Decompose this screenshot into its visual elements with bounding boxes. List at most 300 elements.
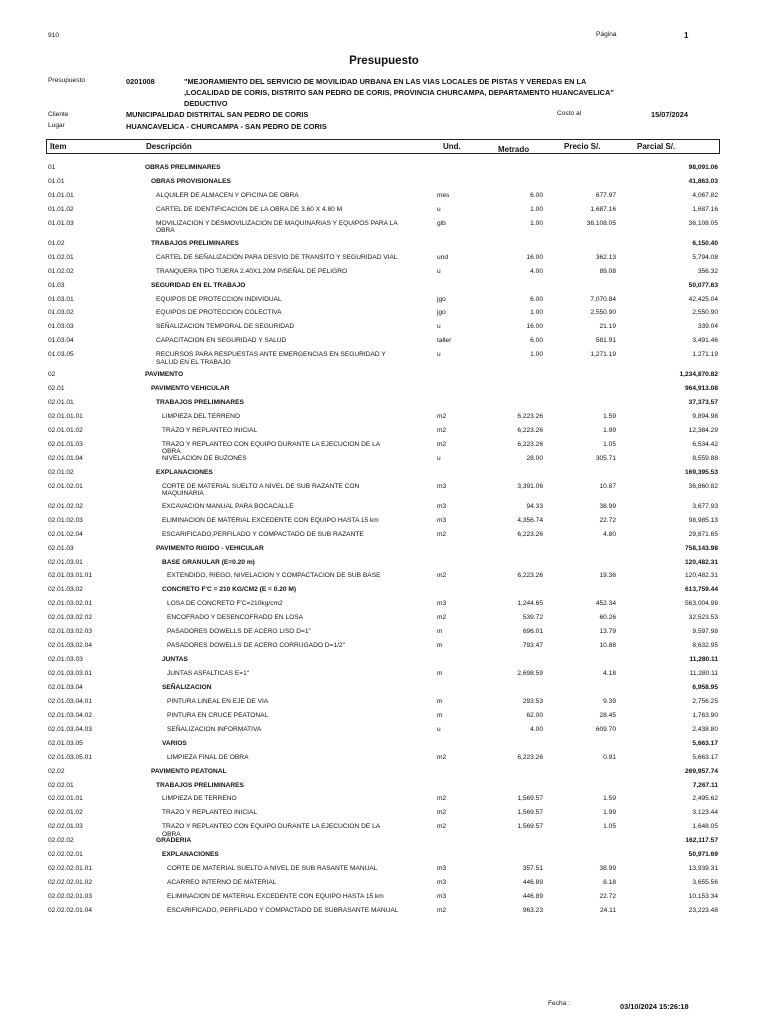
item-parcial: 4,067.82: [692, 191, 718, 199]
item-unit: jgo: [437, 295, 446, 303]
item-unit: glb: [437, 219, 446, 227]
project-name-line-3: DEDUCTIVO: [184, 99, 228, 108]
item-precio: 10.88: [599, 642, 616, 650]
item-code: 02.01.02.04: [48, 530, 83, 538]
item-unit: m2: [437, 795, 447, 803]
item-metrado: 62.00: [526, 711, 543, 719]
item-precio: 4.18: [603, 670, 616, 677]
item-code: 02.02.02.01.04: [48, 906, 92, 914]
item-description: TRABAJOS PRELIMINARES: [151, 239, 239, 247]
item-metrado: 3,391.06: [517, 482, 543, 490]
fecha-label: Fecha :: [548, 1000, 570, 1007]
item-unit: m2: [437, 809, 447, 817]
table-row: [0, 530, 768, 544]
item-code: 02.01.03.04: [48, 683, 83, 691]
costo-label: Costo al: [557, 110, 582, 117]
table-row: [0, 426, 768, 440]
report-code: 910: [48, 32, 60, 39]
item-parcial: 98,091.06: [688, 164, 718, 171]
item-code: 02.01.02: [48, 468, 74, 476]
section-row: [0, 177, 768, 191]
lugar-label: Lugar: [48, 122, 65, 129]
table-row: [0, 794, 768, 808]
table-row: [0, 892, 768, 906]
table-row: [0, 308, 768, 322]
item-metrado: 4.00: [530, 725, 543, 733]
item-code: 02.01.03.03.01: [48, 670, 92, 677]
item-precio: 1.05: [603, 823, 616, 831]
item-description: TRAZO Y REPLANTEO CON EQUIPO DURANTE LA EJECUCION DE LA OBRA: [162, 823, 380, 838]
item-description: OBRAS PRELIMINARES: [145, 164, 221, 171]
item-description: OBRAS PROVISIONALES: [151, 177, 231, 185]
section-row: [0, 781, 768, 795]
item-metrado: 446.89: [522, 893, 543, 900]
item-description: CORTE DE MATERIAL SUELTO A NIVEL DE SUB RAZANTE CON MAQUINARIA: [162, 482, 360, 498]
item-unit: m: [437, 711, 443, 719]
item-code: 02.01.01: [48, 399, 74, 407]
item-code: 02.01.01.01: [48, 413, 83, 421]
item-parcial: 3,491.46: [692, 337, 718, 345]
item-parcial: 9,597.98: [692, 628, 718, 636]
table-row: [0, 350, 768, 370]
item-precio: 1.59: [603, 413, 616, 421]
item-parcial: 37,373.57: [688, 399, 718, 407]
item-precio: 1.99: [603, 427, 616, 434]
item-unit: m2: [437, 413, 447, 421]
item-metrado: 793.47: [522, 642, 543, 650]
item-precio: 0.91: [603, 753, 616, 761]
table-row: [0, 669, 768, 683]
item-parcial: 50,971.69: [688, 851, 718, 859]
item-code: 02.02.01.03: [48, 823, 83, 831]
item-description: ENCOFRADO Y DESENCOFRADO EN LOSA: [167, 614, 304, 622]
item-parcial: 3,655.56: [692, 879, 718, 887]
item-parcial: 269,957.74: [684, 767, 718, 775]
item-code: 01.03.02: [48, 309, 74, 317]
item-code: 02.02.02.01.01: [48, 865, 92, 873]
item-parcial: 6,150.40: [692, 239, 718, 247]
costo-date: 15/07/2024: [651, 110, 688, 119]
item-code: 01: [48, 164, 56, 171]
item-description: ELIMINACION DE MATERIAL EXCEDENTE CON EQUIPO HASTA 15 km: [162, 516, 379, 524]
table-row: [0, 613, 768, 627]
item-code: 02.01.02.01: [48, 482, 83, 490]
item-unit: jgo: [437, 309, 446, 317]
item-code: 02.01.03.04.02: [48, 711, 92, 719]
item-precio: 9.39: [603, 697, 616, 705]
item-precio: 21.19: [599, 323, 616, 331]
item-description: ESCARIFICADO,PERFILADO Y COMPACTADO DE SUB RAZANTE: [162, 530, 364, 538]
item-code: 02.01.03.05.01: [48, 753, 92, 761]
table-row: [0, 482, 768, 502]
section-row: [0, 398, 768, 412]
item-code: 02.02.02.01.03: [48, 893, 92, 900]
presupuesto-label: Presupuesto: [48, 77, 86, 84]
item-parcial: 50,077.63: [688, 281, 718, 289]
item-metrado: 446.89: [522, 879, 543, 887]
item-parcial: 613,759.44: [684, 586, 718, 594]
item-unit: m3: [437, 502, 447, 510]
col-metrado: Metrado: [498, 145, 530, 154]
item-description: GRADERIA: [156, 837, 192, 845]
item-code: 01.01: [48, 177, 65, 185]
item-description: PINTURA EN CRUCE PEATONAL: [167, 711, 269, 719]
col-precio: Precio S/.: [564, 142, 601, 151]
item-parcial: 5,794.08: [692, 253, 718, 261]
section-row: [0, 558, 768, 572]
item-unit: taller: [437, 337, 452, 345]
item-code: 02.01.02.02: [48, 502, 83, 510]
item-code: 02.01.03.02.04: [48, 642, 92, 650]
item-metrado: 696.01: [522, 628, 543, 636]
section-row: [0, 683, 768, 697]
item-precio: 7,070.84: [590, 295, 616, 303]
item-parcial: 29,871.65: [688, 530, 718, 538]
item-parcial: 12,384.29: [688, 427, 718, 434]
item-unit: m2: [437, 572, 447, 580]
item-description: ELIMINACION DE MATERIAL EXCEDENTE CON EQUIPO HASTA 15 km: [167, 893, 384, 900]
item-description: BASE GRANULAR (E=0.20 m): [162, 558, 255, 566]
item-parcial: 563,004.98: [684, 600, 718, 608]
item-description: PAVIMENTO RIGIDO - VEHICULAR: [156, 544, 264, 552]
item-description: LOSA DE CONCRETO F'C=210kg/cm2: [167, 600, 283, 608]
section-row: [0, 739, 768, 753]
item-description: LIMPIEZA DEL TERRENO: [162, 413, 241, 421]
item-description: JUNTAS: [162, 656, 188, 664]
item-precio: 1.05: [603, 440, 616, 448]
item-parcial: 169,395.53: [684, 468, 718, 476]
item-code: 01.01.03: [48, 219, 74, 227]
item-precio: 36,108.05: [586, 219, 616, 227]
item-precio: 1.99: [603, 809, 616, 817]
item-parcial: 10,153.34: [688, 893, 718, 900]
section-row: [0, 850, 768, 864]
item-parcial: 8,632.95: [692, 642, 718, 650]
item-code: 02.02.01: [48, 781, 74, 789]
item-code: 02.01.01.03: [48, 440, 83, 448]
item-metrado: 1,569.57: [517, 809, 543, 817]
item-unit: m2: [437, 906, 447, 914]
item-parcial: 32,523.53: [688, 614, 718, 622]
item-parcial: 1,648.05: [692, 823, 718, 831]
item-precio: 10.87: [599, 482, 616, 490]
item-precio: 89.08: [599, 267, 616, 275]
table-row: [0, 219, 768, 239]
item-parcial: 1,234,870.82: [679, 371, 718, 379]
item-code: 01.02: [48, 239, 65, 247]
col-parcial: Parcial S/.: [637, 142, 676, 151]
item-code: 02.01.03.01.01: [48, 572, 92, 580]
item-metrado: 28.00: [526, 454, 543, 462]
item-parcial: 7,267.11: [692, 781, 718, 789]
item-unit: m2: [437, 614, 447, 622]
item-description: SEGURIDAD EN EL TRABAJO: [151, 281, 246, 289]
item-unit: u: [437, 454, 441, 462]
page-number: 1: [684, 31, 689, 40]
item-description: VARIOS: [162, 739, 187, 747]
table-row: [0, 191, 768, 205]
item-precio: 38.99: [599, 502, 616, 510]
item-parcial: 8,559.88: [692, 454, 718, 462]
item-description: ESCARIFICADO, PERFILADO Y COMPACTADO DE SUBRASANTE MANUAL: [167, 906, 399, 914]
item-parcial: 36,108.05: [688, 219, 718, 227]
item-metrado: 6.00: [530, 295, 543, 303]
table-row: [0, 267, 768, 281]
item-code: 02.01.03.01: [48, 558, 83, 566]
col-descripcion: Descripción: [146, 142, 192, 151]
table-row: [0, 864, 768, 878]
item-parcial: 758,143.98: [684, 544, 718, 552]
item-metrado: 4,356.74: [517, 516, 543, 524]
item-precio: 60.26: [599, 614, 616, 622]
item-unit: m2: [437, 530, 447, 538]
item-precio: 1.59: [603, 795, 616, 803]
item-description: NIVELACION DE BUZONES: [162, 454, 247, 462]
section-row: [0, 468, 768, 482]
table-row: [0, 336, 768, 350]
item-code: 02.01.02.03: [48, 516, 83, 524]
section-row: [0, 767, 768, 781]
item-metrado: 539.72: [522, 614, 543, 622]
item-precio: 581.91: [595, 337, 616, 345]
item-parcial: 3,677.93: [692, 502, 718, 510]
item-code: 01.03.03: [48, 323, 74, 331]
section-row: [0, 370, 768, 384]
item-unit: m3: [437, 482, 447, 490]
page-label: Página: [596, 31, 617, 38]
item-metrado: 6,223.26: [517, 753, 543, 761]
table-row: [0, 253, 768, 267]
item-unit: m: [437, 670, 443, 677]
item-description: LIMPIEZA DE TERRENO: [162, 795, 237, 803]
item-unit: m3: [437, 600, 447, 608]
item-precio: 38.99: [599, 865, 616, 873]
section-row: [0, 836, 768, 850]
item-unit: u: [437, 205, 441, 213]
item-code: 01.03: [48, 281, 65, 289]
item-description: SEÑALIZACION INFORMATIVA: [167, 725, 262, 733]
item-description: CAPACITACION EN SEGURIDAD Y SALUD: [156, 337, 287, 345]
item-metrado: 6,223.26: [517, 530, 543, 538]
item-unit: und: [437, 253, 449, 261]
item-description: TRANQUERA TIPO TIJERA 2.40X1.20M P/SEÑAL DE PELIGRO: [156, 267, 348, 275]
item-description: PAVIMENTO VEHICULAR: [151, 385, 230, 393]
item-description: TRABAJOS PRELIMINARES: [156, 399, 244, 407]
section-row: [0, 384, 768, 398]
item-code: 02.01.03.03: [48, 656, 83, 664]
item-metrado: 357.51: [522, 865, 543, 873]
item-unit: m2: [437, 753, 447, 761]
item-precio: 19.36: [599, 572, 616, 580]
item-description: TRAZO Y REPLANTEO INICIAL: [162, 427, 258, 434]
item-parcial: 2,550.90: [692, 309, 718, 317]
item-description: PINTURA LINEAL EN EJE DE VIA: [167, 697, 269, 705]
item-unit: m: [437, 628, 443, 636]
item-code: 02.02.01.01: [48, 795, 83, 803]
item-parcial: 339.04: [697, 323, 718, 331]
table-row: [0, 808, 768, 822]
item-parcial: 98,985.13: [688, 516, 718, 524]
item-unit: u: [437, 323, 441, 331]
item-description: SEÑALIZACION: [162, 683, 212, 691]
item-metrado: 293.53: [522, 697, 543, 705]
item-parcial: 41,863.03: [688, 177, 718, 185]
item-unit: u: [437, 351, 441, 359]
item-precio: 28.45: [599, 711, 616, 719]
item-code: 02.01.03.04.03: [48, 725, 92, 733]
table-row: [0, 725, 768, 739]
item-unit: m2: [437, 823, 447, 831]
item-description: CARTEL DE SEÑALIZACION PARA DESVIO DE TRANSITO Y SEGURIDAD VIAL: [156, 253, 398, 261]
item-code: 02.01.03.02.03: [48, 628, 92, 636]
item-code: 02.01.03.02: [48, 586, 83, 594]
item-metrado: 1.00: [530, 205, 543, 213]
item-parcial: 2,756.25: [692, 697, 718, 705]
project-name-line-2: ,LOCALIDAD DE CORIS, DISTRITO SAN PEDRO DE CORIS, PROVINCIA CHURCAMPA, DEPARTAMENTO HUANCAVELICA": [184, 88, 614, 97]
table-row: [0, 906, 768, 920]
item-metrado: 963.23: [522, 906, 543, 914]
item-precio: 24.11: [599, 906, 616, 914]
item-parcial: 5,663.17: [692, 753, 718, 761]
item-precio: 1,271.19: [590, 351, 616, 359]
section-row: [0, 544, 768, 558]
item-code: 01.03.01: [48, 295, 74, 303]
item-description: EXTENDIDO, RIEGO, NIVELACION Y COMPACTACION DE SUB BASE: [167, 572, 381, 580]
item-description: EXPLANACIONES: [162, 851, 219, 859]
cliente-value: MUNICIPALIDAD DISTRITAL SAN PEDRO DE CORIS: [126, 110, 309, 119]
item-parcial: 5,663.17: [692, 739, 718, 747]
item-code: 02.02.02.01.02: [48, 879, 92, 887]
item-precio: 362.13: [595, 253, 616, 261]
item-metrado: 1.00: [530, 219, 543, 227]
item-code: 02: [48, 371, 56, 379]
item-parcial: 6,534.42: [692, 440, 718, 448]
item-description: PASADORES DOWELLS DE ACERO CORRUGADO D=1/2": [167, 642, 345, 650]
item-metrado: 6.00: [530, 337, 543, 345]
item-code: 02.01.03.05: [48, 739, 83, 747]
item-precio: 1,687.16: [590, 205, 616, 213]
item-code: 02.01: [48, 385, 65, 393]
item-unit: mes: [437, 191, 450, 199]
item-unit: m2: [437, 440, 447, 448]
item-description: EXPLANACIONES: [156, 468, 213, 476]
item-precio: 8.18: [603, 879, 616, 887]
item-parcial: 13,939.31: [688, 865, 718, 873]
table-row: [0, 641, 768, 655]
item-description: LIMPIEZA FINAL DE OBRA: [167, 753, 249, 761]
table-row: [0, 697, 768, 711]
section-row: [0, 163, 768, 177]
item-description: PAVIMENTO PEATONAL: [151, 767, 227, 775]
table-row: [0, 753, 768, 767]
item-code: 02.01.03.04.01: [48, 697, 92, 705]
item-parcial: 11,280.11: [689, 670, 718, 677]
table-row: [0, 440, 768, 454]
item-code: 01.01.01: [48, 191, 74, 199]
lugar-value: HUANCAVELICA - CHURCAMPA - SAN PEDRO DE CORIS: [126, 122, 327, 131]
item-description: TRAZO Y REPLANTEO INICIAL: [162, 809, 258, 817]
item-parcial: 120,482.31: [684, 572, 718, 580]
item-parcial: 36,860.82: [688, 482, 718, 490]
item-parcial: 23,223.48: [688, 906, 718, 914]
section-row: [0, 239, 768, 253]
item-code: 02.02.02.01: [48, 851, 83, 859]
item-precio: 2,550.90: [590, 309, 616, 317]
item-parcial: 2,495.62: [692, 795, 718, 803]
item-metrado: 6.00: [530, 191, 543, 199]
item-description: EXCAVACION MANUAL PARA BOCACALLE: [162, 502, 294, 510]
item-description: SEÑALIZACION TEMPORAL DE SEGURIDAD: [156, 323, 295, 331]
table-header: [46, 139, 720, 154]
table-row: [0, 322, 768, 336]
item-unit: m3: [437, 865, 447, 873]
item-unit: m3: [437, 893, 447, 900]
table-row: [0, 711, 768, 725]
item-code: 01.02.01: [48, 253, 74, 261]
item-parcial: 11,280.11: [689, 656, 718, 664]
item-description: TRABAJOS PRELIMINARES: [156, 781, 244, 789]
item-metrado: 6,223.26: [517, 427, 543, 434]
table-row: [0, 205, 768, 219]
item-code: 02.01.03.02.01: [48, 600, 92, 608]
item-precio: 22.72: [599, 893, 616, 900]
budget-table-body: [0, 163, 768, 920]
item-description: RECURSOS PARA RESPUESTAS ANTE EMERGENCIAS EN SEGURIDAD Y SALUD EN EL TRABAJO: [156, 351, 386, 366]
item-unit: u: [437, 725, 441, 733]
col-item: Item: [50, 142, 67, 151]
item-precio: 609.70: [595, 725, 616, 733]
item-description: PASADORES DOWELLS DE ACERO LISO D=1": [167, 628, 311, 636]
item-metrado: 1.00: [530, 351, 543, 359]
item-unit: u: [437, 267, 441, 275]
item-unit: m2: [437, 427, 447, 434]
item-metrado: 4.00: [530, 267, 543, 275]
item-description: ACARREO INTERNO DE MATERIAL: [167, 879, 277, 887]
item-parcial: 1,271.19: [692, 351, 718, 359]
item-parcial: 2,438.80: [692, 725, 718, 733]
fecha-value: 03/10/2024 15:26:18: [620, 1002, 689, 1011]
item-code: 02.02.01.02: [48, 809, 83, 817]
project-name-line-1: "MEJORAMIENTO DEL SERVICIO DE MOVILIDAD URBANA EN LAS VIAS LOCALES DE PISTAS Y VEREDAS EN LA: [184, 77, 587, 86]
item-metrado: 16.00: [526, 253, 543, 261]
table-row: [0, 822, 768, 836]
table-row: [0, 878, 768, 892]
item-parcial: 120,482.31: [684, 558, 718, 566]
table-row: [0, 295, 768, 309]
item-description: CORTE DE MATERIAL SUELTO A NIVEL DE SUB RASANTE MANUAL: [167, 865, 378, 873]
table-row: [0, 627, 768, 641]
item-parcial: 1,687.16: [692, 205, 718, 213]
item-code: 02.01.01.04: [48, 454, 83, 462]
item-metrado: 1,244.65: [517, 600, 543, 608]
item-metrado: 6,223.26: [517, 572, 543, 580]
item-precio: 452.34: [595, 600, 616, 608]
item-unit: m: [437, 697, 443, 705]
item-description: CONCRETO F'C = 210 KG/CM2 (E = 0.20 M): [162, 586, 297, 594]
item-parcial: 162,117.57: [685, 837, 718, 845]
item-parcial: 356.32: [697, 267, 718, 275]
item-description: EQUIPOS DE PROTECCION INDIVIDUAL: [156, 295, 282, 303]
table-row: [0, 571, 768, 585]
item-code: 02.02.02: [48, 837, 74, 845]
item-code: 02.01.03: [48, 544, 74, 552]
item-unit: m: [437, 642, 443, 650]
item-description: EQUIPOS DE PROTECCION COLECTIVA: [156, 309, 282, 317]
item-code: 01.03.04: [48, 337, 74, 345]
item-metrado: 16.00: [526, 323, 543, 331]
section-row: [0, 655, 768, 669]
item-parcial: 3,123.44: [692, 809, 718, 817]
